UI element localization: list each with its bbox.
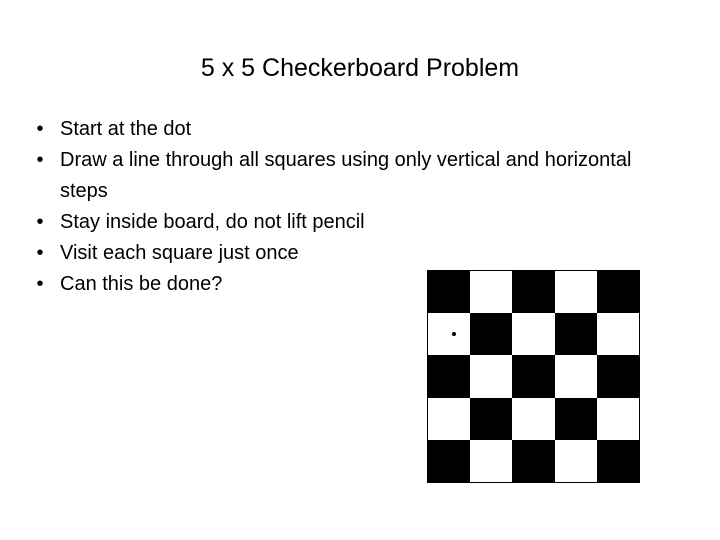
slide-title: 5 x 5 Checkerboard Problem	[200, 54, 520, 82]
board-square	[428, 355, 470, 397]
board-square	[597, 440, 639, 482]
board-square	[428, 398, 470, 440]
bullet-icon: •	[36, 118, 44, 140]
bullet-text: Stay inside board, do not lift pencil	[60, 211, 365, 233]
board-square	[597, 313, 639, 355]
board-square	[597, 355, 639, 397]
board-square	[470, 313, 512, 355]
board-square	[597, 398, 639, 440]
checkerboard	[427, 270, 640, 483]
bullet-icon: •	[36, 149, 44, 171]
start-dot	[452, 332, 456, 336]
bullet-item	[32, 145, 672, 207]
board-square	[555, 271, 597, 313]
bullet-text: Draw a line through all squares using only vertical and horizontal steps	[60, 149, 632, 202]
board-square	[470, 271, 512, 313]
bullet-item	[32, 238, 672, 269]
board-square	[470, 398, 512, 440]
board-square	[555, 313, 597, 355]
board-square	[597, 271, 639, 313]
bullet-icon: •	[36, 273, 44, 295]
bullet-icon: •	[36, 242, 44, 264]
board-square	[512, 355, 554, 397]
bullet-item	[32, 114, 672, 145]
bullet-item	[32, 207, 672, 238]
board-square	[555, 440, 597, 482]
board-square	[555, 355, 597, 397]
board-square	[512, 440, 554, 482]
board-square	[512, 313, 554, 355]
bullet-icon: •	[36, 211, 44, 233]
board-square	[428, 313, 470, 355]
bullet-text: Start at the dot	[60, 118, 192, 140]
board-square	[470, 355, 512, 397]
board-square	[428, 440, 470, 482]
board-square	[512, 271, 554, 313]
board-square	[428, 271, 470, 313]
board-square	[470, 440, 512, 482]
board-square	[555, 398, 597, 440]
board-square	[512, 398, 554, 440]
bullet-text: Visit each square just once	[60, 242, 299, 264]
bullet-text: Can this be done?	[60, 273, 223, 295]
